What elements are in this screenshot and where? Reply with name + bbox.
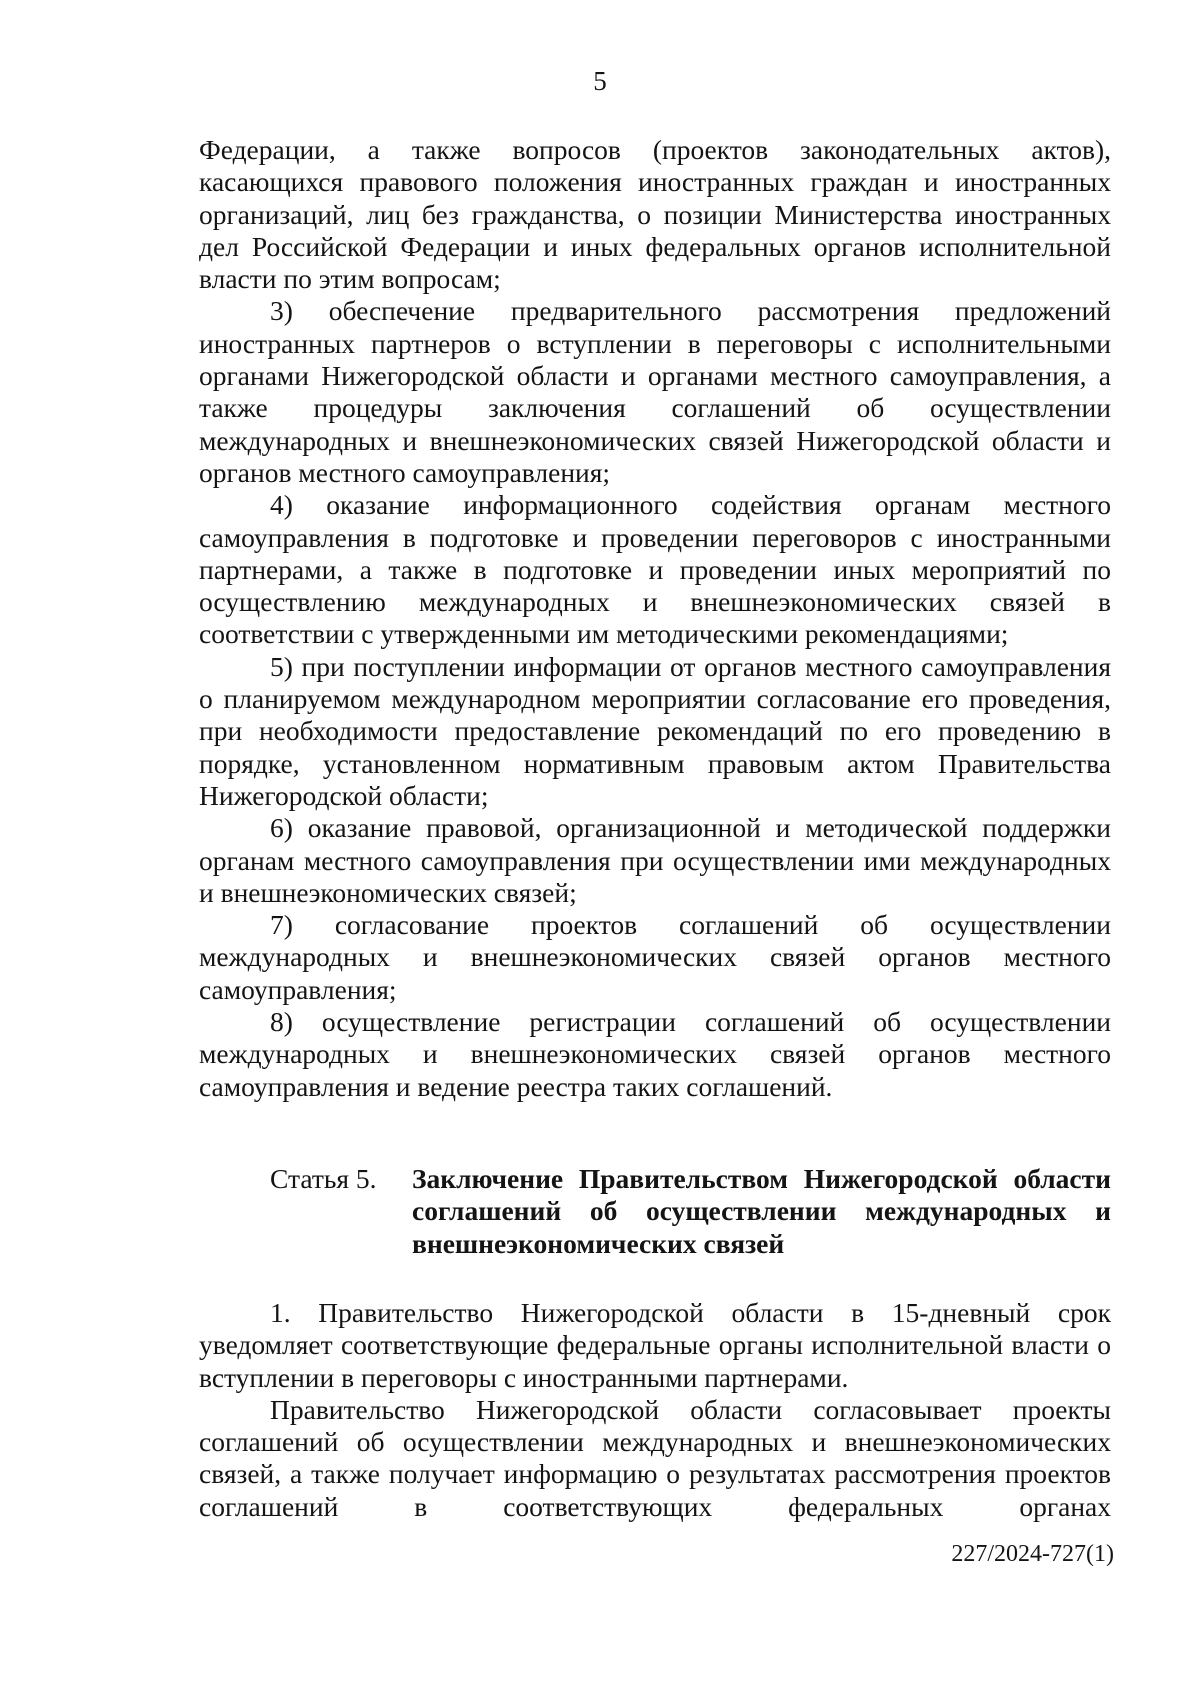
list-item-7: 7) согласование проектов соглашений об осуществлении международных и внешнеэкономических связей органов местного самоуправления; xyxy=(199,909,1111,1005)
article-label: Статья 5. xyxy=(270,1163,377,1194)
page-number: 5 xyxy=(593,66,607,96)
article-paragraph-1: 1. Правительство Нижегородской области в 15-дневный срок уведомляет соответствующие федеральные органы исполнительной власти о вступлении в переговоры с иностранными партнерами. xyxy=(199,1297,1111,1393)
document-number: 227/2024-727(1) xyxy=(951,1541,1114,1567)
article-heading xyxy=(199,1163,1111,1260)
article-paragraph-2: Правительство Нижегородской области согласовывает проекты соглашений об осуществлении международных и внешнеэкономических связей, а также получает информацию о результатах рассмотрения проектов соглашений в соответствующих федеральных органах xyxy=(199,1393,1111,1522)
document-body xyxy=(199,134,1111,1103)
list-item-5: 5) при поступлении информации от органов местного самоуправления о планируемом международном мероприятии согласование его проведения, при необходимости предоставление рекомендаций по его проведению в порядке, установленном нормативным правовым актом Правительства Нижегородской области; xyxy=(199,650,1111,811)
list-item-4: 4) оказание информационного содействия органам местного самоуправления в подготовке и проведении переговоров с иностранными партнерами, а также в подготовке и проведении иных мероприятий по осуществлению международных и внешнеэкономических связей в соответствии с утвержденными им методическими рекомендациями; xyxy=(199,489,1111,650)
list-item-8: 8) осуществление регистрации соглашений об осуществлении международных и внешнеэкономических связей органов местного самоуправления и ведение реестра таких соглашений. xyxy=(199,1006,1111,1102)
article-title: Заключение Правительством Нижегородской области соглашений об осуществлении международных и внешнеэкономических связей xyxy=(412,1163,1111,1259)
list-item-3: 3) обеспечение предварительного рассмотрения предложений иностранных партнеров о вступлении в переговоры с исполнительными органами Нижегородской области и органами местного самоуправления, а также процедуры заключения соглашений об осуществлении международных и внешнеэкономических связей Нижегородской области и органов местного самоуправления; xyxy=(199,295,1111,488)
article-body xyxy=(199,1297,1111,1523)
paragraph-continuation: Федерации, а также вопросов (проектов законодательных актов), касающихся правового положения иностранных граждан и иностранных организаций, лиц без гражданства, о позиции Министерства иностранных дел Российской Федерации и иных федеральных органов исполнительной власти по этим вопросам; xyxy=(199,134,1111,295)
list-item-6: 6) оказание правовой, организационной и методической поддержки органам местного самоуправления при осуществлении ими международных и внешнеэкономических связей; xyxy=(199,812,1111,908)
